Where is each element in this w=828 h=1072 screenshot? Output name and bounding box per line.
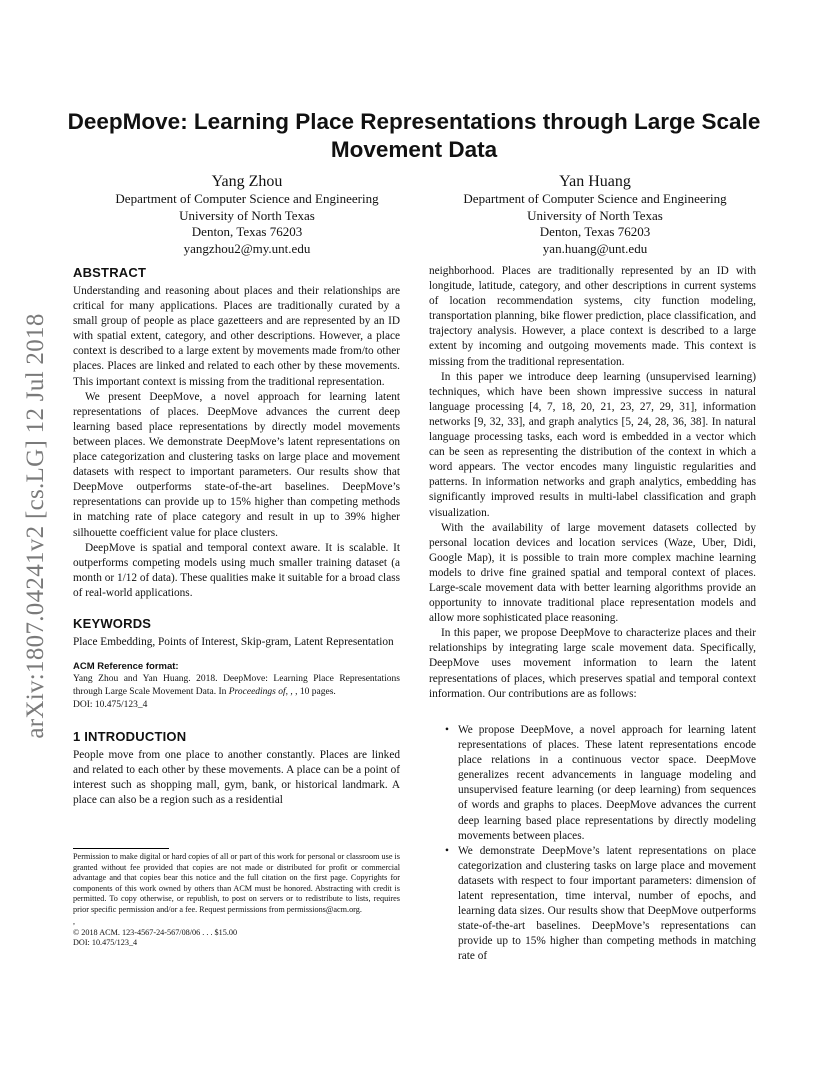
introduction-paragraph: In this paper we introduce deep learning (unsupervised learning) techniques, which have been shown impressive success in natural language processing [4, 7, 18, 20, 21, 23, 27, 29, 31], information networks [9, 32, 33], and graph analytics [5, 24, 28, 36, 38]. In natural language processing tasks, each word is embedded in a vector which can be seen as representing the distribution of the context in which a word appears. The vector encodes many linguistic regularities and patterns. In information networks and graph analytics, embedding has significantly improved results in multi-label classification and graph visualization. <box>429 370 756 519</box>
list-item <box>445 844 756 965</box>
permission-notice: Permission to make digital or hard copies of all or part of this work for personal or classroom use is granted without fee provided that copies are not made or distributed for profit or commercial advantage and that copies bear this notice and the full citation on the first page. Copyrights for components of this work owned by others than ACM must be honored. Abstracting with credit is permitted. To copy otherwise, or republish, to post on servers or to redistribute to lists, requires prior specific permission and/or a fee. Request permissions from permissions@acm.org. <box>73 852 400 914</box>
author-name: Yan Huang <box>559 173 631 190</box>
list-item-text: We propose DeepMove, a novel approach for learning latent representations of places. These latent representations encode place relations in a continuous vector space. DeepMove generalizes recent advancements in language modeling and unsupervised feature learning (or deep learning) from sequences of words and graphs to places. DeepMove advances the current deep learning based place representations by directly modeling movements between places. <box>458 724 756 842</box>
introduction-paragraph: neighborhood. Places are traditionally represented by an ID with longitude, latitude, category, and other descriptions in current systems of location recommendation systems, city function modeling, transportation planning, bike flower prediction, place classification, and trajectory analysis. However, a place context is described to a large extent by incoming and outgoing movements made. This context is missing from the traditional representation. <box>429 265 756 368</box>
author-block <box>82 172 412 257</box>
left-column <box>73 264 400 808</box>
author-block <box>430 172 760 257</box>
introduction-paragraph: With the availability of large movement datasets collected by personal location devices and location services (Waze, Uber, Didi, Google Map), it is possible to train more complex machine learning models to drive fine grained spatial and temporal context of places. Large-scale movement data with better learning algorithms provide an opportunity to innovate traditional place representation models and allow more sophisticated place reasoning. <box>429 521 756 625</box>
footnote-doi: DOI: 10.475/123_4 <box>73 938 138 948</box>
acm-reference-text <box>73 673 400 712</box>
arxiv-watermark <box>21 296 51 756</box>
author-city: Denton, Texas 76203 <box>191 224 303 239</box>
abstract-paragraph: DeepMove is spatial and temporal context aware. It is scalable. It outperforms competing models using much smaller training dataset (a month or 1/12 of data). These qualities make it suitable for a broad class of real-world applications. <box>73 541 400 599</box>
list-item-text: We demonstrate DeepMove’s latent representations on place categorization and clustering tasks on large place and movement datasets with respect to four important parameters: dimension of latent representation, time interval, number of epochs, and learning data sizes. Our results show that DeepMove outperforms state-of-the-art baselines. DeepMove’s representations can provide up to 15% higher than competing methods in matching rate of <box>458 844 756 963</box>
abstract-paragraph: We present DeepMove, a novel approach for learning latent representations of places. DeepMove advances the current deep learning based place representations by directly model movements between places. We demonstrate DeepMove’s latent representations on place categorization and clustering tasks on large place and movement datasets with respect to important parameters. Our results show that DeepMove outperforms state-of-the-art baselines. DeepMove’s representations can provide up to 15% higher than competing methods in matching rate of place category and result in up to 39% higher silhouette coefficient value for place clusters. <box>73 390 400 539</box>
keywords-heading: KEYWORDS <box>73 615 152 631</box>
abstract-paragraph: Understanding and reasoning about places and their relationships are critical for many applications. Places are traditionally curated by a small group of people as place gazetteers and are represented by an ID with spatial extent, category, and other descriptions. However, a place context is described to a large extent by movements made from/to other places. Places are linked and related to each other by these movements. This important context is missing from the traditional representation. <box>73 285 400 388</box>
contributions-list <box>445 723 756 965</box>
bullet-icon: • <box>445 844 449 857</box>
list-item <box>445 723 756 844</box>
acm-reference-heading: ACM Reference format: <box>73 661 179 673</box>
author-email[interactable]: yan.huang@unt.edu <box>542 240 648 256</box>
author-email[interactable]: yangzhou2@my.unt.edu <box>183 240 311 256</box>
author-name: Yang Zhou <box>211 173 283 190</box>
author-city: Denton, Texas 76203 <box>539 224 651 239</box>
keywords-text: Place Embedding, Points of Interest, Skip-gram, Latent Representation <box>73 635 394 648</box>
footnote-divider <box>73 848 169 849</box>
copyright-line: © 2018 ACM. 123-4567-24-567/08/06 . . . $15.00 <box>73 927 238 937</box>
arxiv-identifier: arXiv:1807.04241v2 [cs.LG] 12 Jul 2018 <box>22 313 49 739</box>
introduction-heading: 1 INTRODUCTION <box>73 729 187 745</box>
introduction-paragraph: People move from one place to another constantly. Places are linked and related to each other by these movements. A place can be a point of interest such as shopping mall, gym, bank, or historical landmark. A place can also be a region such as a residential <box>73 749 400 807</box>
acm-reference-rest: , , , 10 pages. <box>285 687 336 698</box>
bullet-icon: • <box>445 724 449 736</box>
paper-title: DeepMove: Learning Place Representations through Large Scale Movement Data <box>67 109 761 162</box>
footnote <box>73 852 400 949</box>
author-department: Department of Computer Science and Engineering <box>463 191 727 206</box>
footnote-marker: , <box>73 916 75 926</box>
acm-reference-doi: DOI: 10.475/123_4 <box>73 700 148 711</box>
abstract-heading: ABSTRACT <box>73 265 147 280</box>
author-department: Department of Computer Science and Engineering <box>115 191 379 206</box>
author-university: University of North Texas <box>527 207 663 223</box>
acm-reference-authors: Yang Zhou and Yan Huang. 2018. DeepMove: Learning Place Representations through Large Scale Movement Data. In <box>73 674 400 698</box>
right-column <box>429 264 756 702</box>
author-university: University of North Texas <box>179 207 315 223</box>
acm-reference-proceedings: Proceedings of <box>228 687 286 698</box>
introduction-paragraph: In this paper, we propose DeepMove to characterize places and their relationships by integrating large scale movement data. Specifically, DeepMove uses movement information to learn the latent representations of places, which preserves spatial and temporal context information. Our contributions are as follows: <box>429 627 756 700</box>
